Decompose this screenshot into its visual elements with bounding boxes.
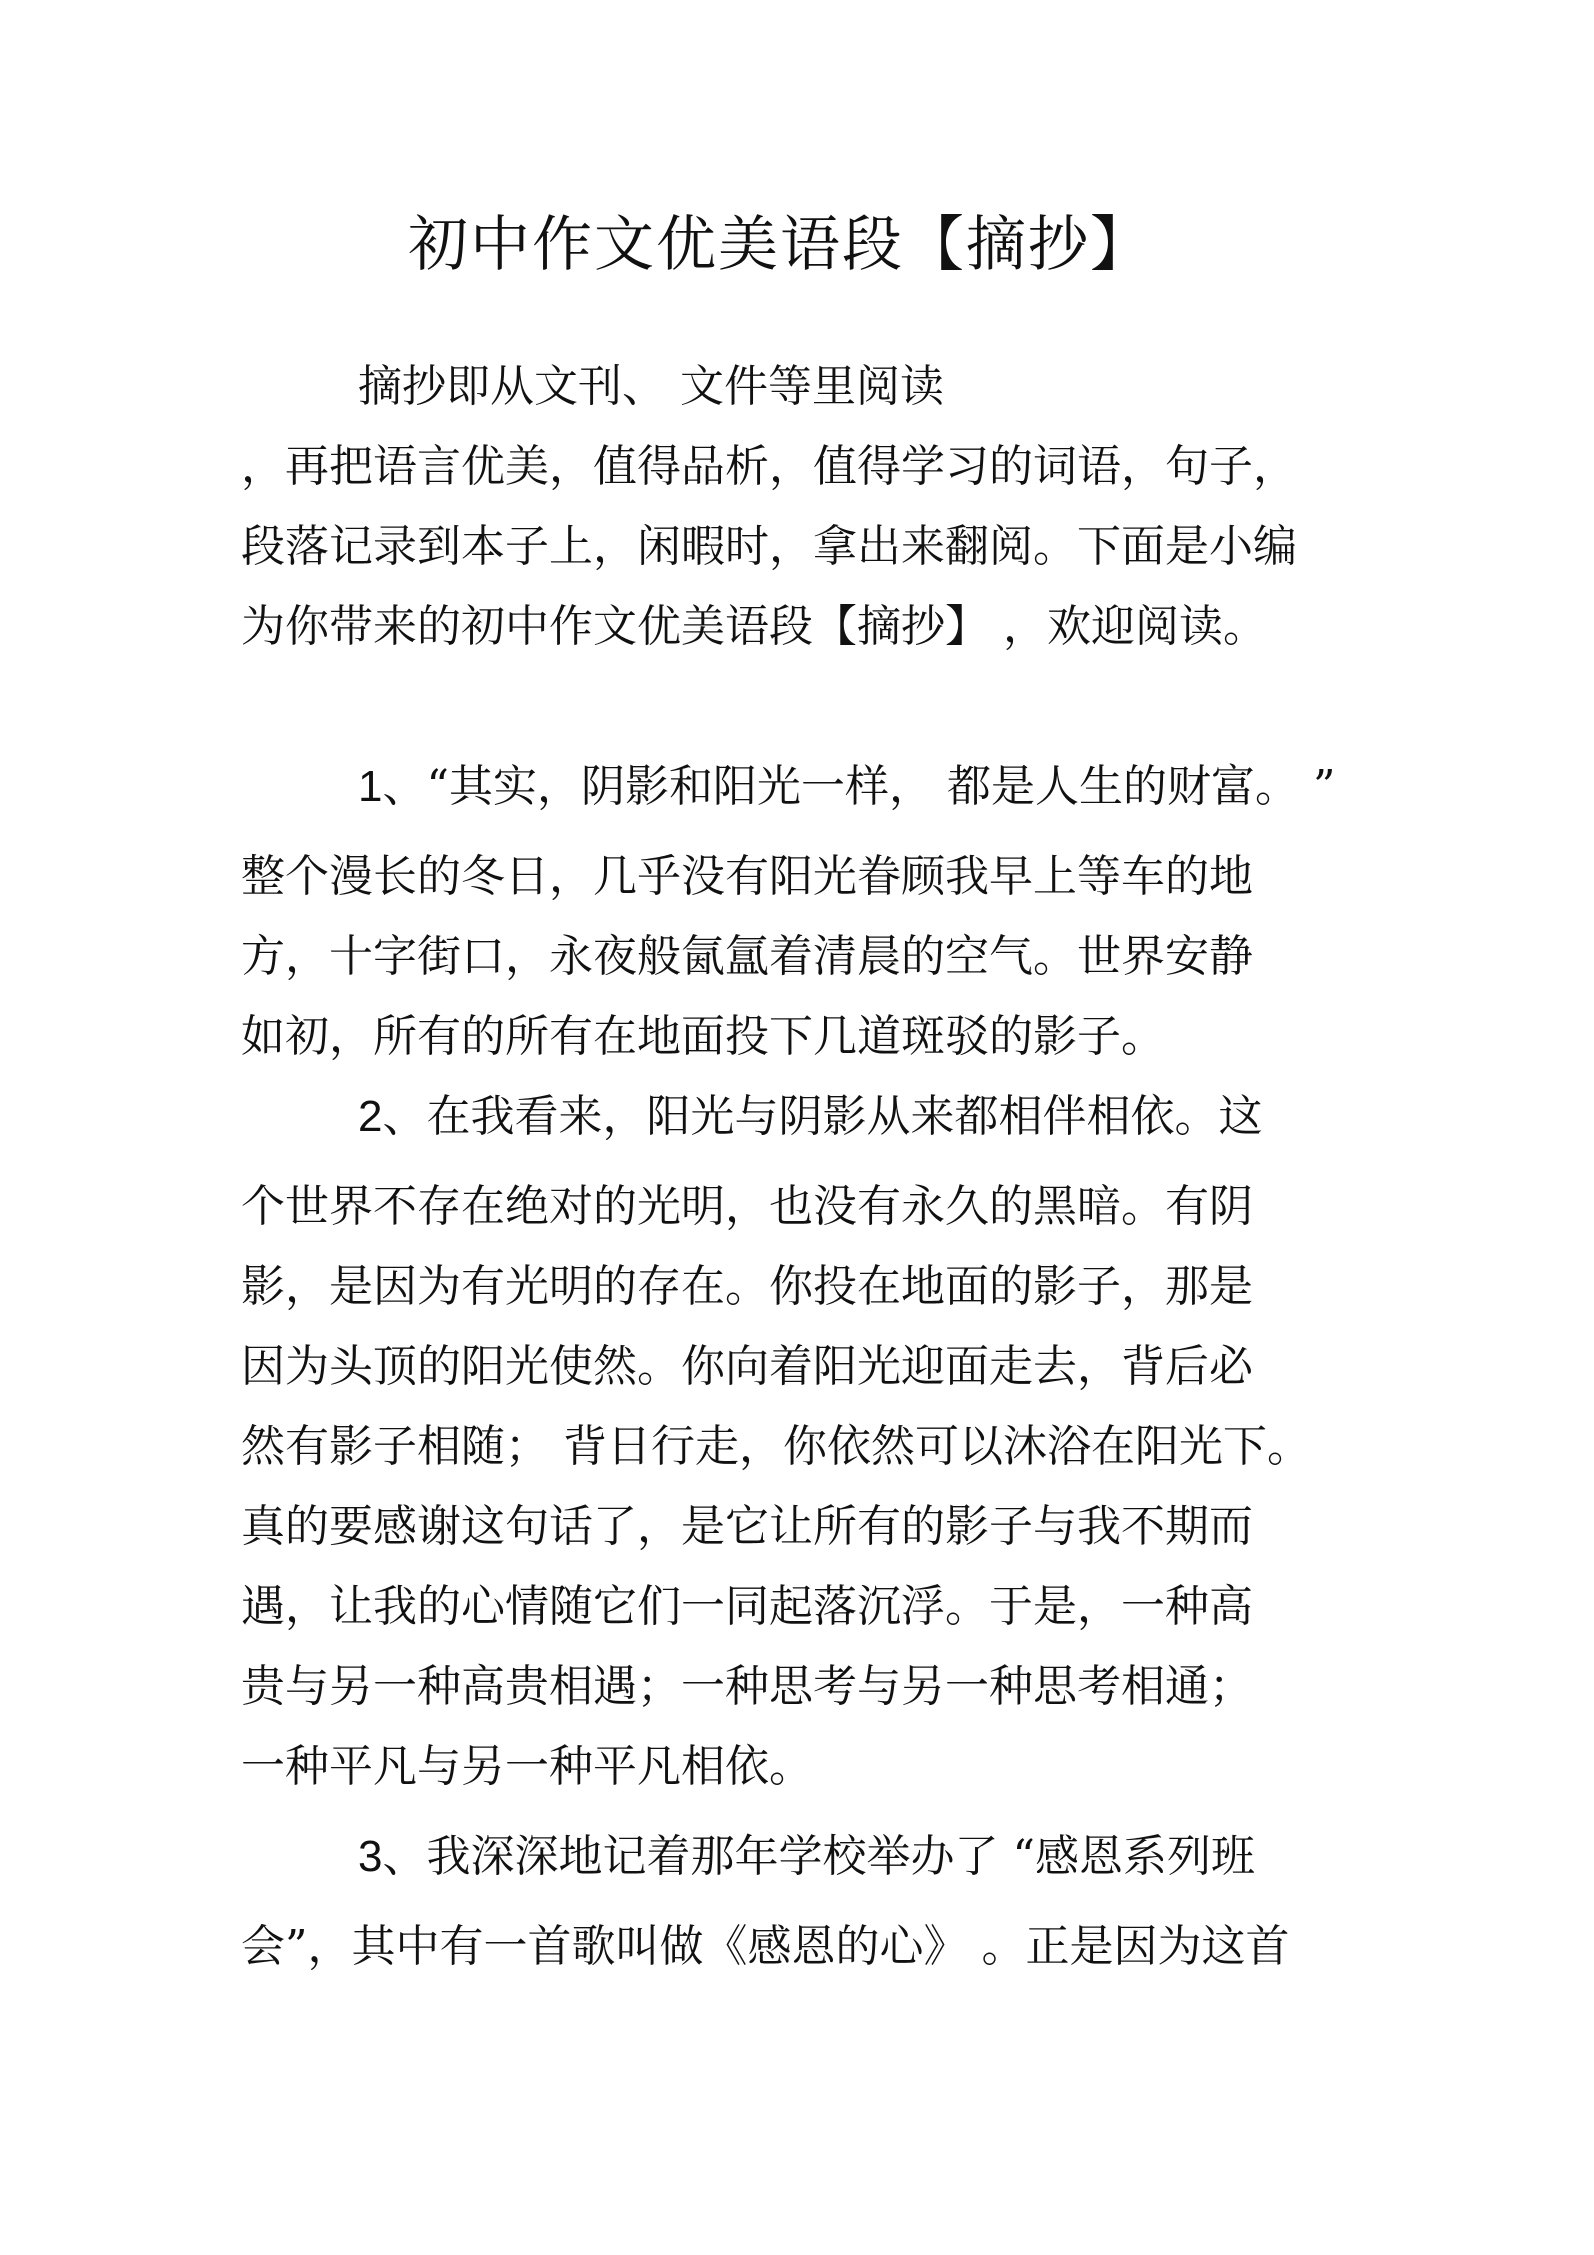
intro-line: 摘抄即从文刊、 文件等里阅读: [358, 361, 944, 412]
section-2-line: 真的要感谢这句话了，是它让所有的影子与我不期而: [241, 1501, 1253, 1552]
section-1-line: 整个漫长的冬日，几乎没有阳光眷顾我早上等车的地: [241, 851, 1253, 902]
section-1-line: 如初，所有的所有在地面投下几道斑驳的影子。: [241, 1011, 1165, 1062]
section-3-first-line-text: 、我深深地记着那年学校举办了 “感恩系列班: [382, 1831, 1255, 1882]
section-2-first-line: [358, 1087, 1262, 1147]
intro-line: 段落记录到本子上，闲暇时，拿出来翻阅。下面是小编: [241, 521, 1297, 572]
section-1-line: 方，十字街口，永夜般氤氲着清晨的空气。世界安静: [241, 931, 1253, 982]
intro-line: ，再把语言优美，值得品析，值得学习的词语，句子，: [241, 441, 1297, 492]
section-1-first-line-text: 、“其实，阴影和阳光一样， 都是人生的财富。 ”: [382, 761, 1336, 812]
section-2-line: 因为头顶的阳光使然。你向着阳光迎面走去，背后必: [241, 1341, 1253, 1392]
section-3-first-line: [358, 1827, 1255, 1887]
section-2-line: 然有影子相随； 背日行走，你依然可以沐浴在阳光下。: [241, 1421, 1311, 1472]
section-2-line: 个世界不存在绝对的光明，也没有永久的黑暗。有阴: [241, 1181, 1253, 1232]
section-1-first-line: [358, 757, 1335, 817]
document-title: 初中作文优美语段【摘抄】: [408, 210, 1152, 280]
section-2-line: 遇，让我的心情随它们一同起落沉浮。于是，一种高: [241, 1581, 1253, 1632]
section-3-line: 会”，其中有一首歌叫做《感恩的心》 。正是因为这首: [241, 1921, 1290, 1972]
section-2-line: 影，是因为有光明的存在。你投在地面的影子，那是: [241, 1261, 1253, 1312]
section-2-line: 贵与另一种高贵相遇；一种思考与另一种思考相通；: [241, 1661, 1253, 1712]
intro-line: 为你带来的初中作文优美语段【摘抄】 ，欢迎阅读。: [241, 601, 1267, 652]
section-2-line: 一种平凡与另一种平凡相依。: [241, 1741, 813, 1792]
section-3-number: 3: [358, 1832, 383, 1881]
section-1-number: 1: [358, 762, 383, 811]
section-2-number: 2: [358, 1092, 383, 1141]
section-2-first-line-text: 、在我看来，阳光与阴影从来都相伴相依。这: [382, 1091, 1263, 1142]
